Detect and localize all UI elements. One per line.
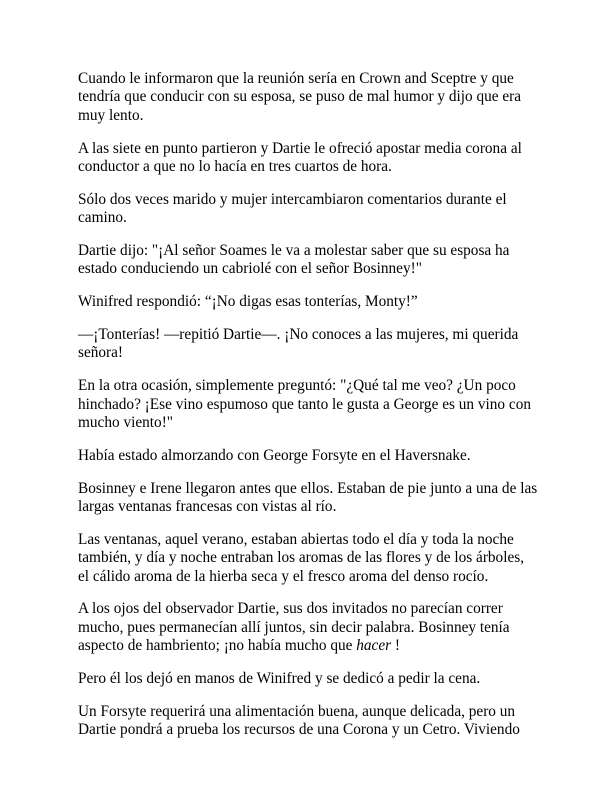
paragraph-3: Sólo dos veces marido y mujer intercambiaron comentarios durante el camino.	[78, 190, 507, 227]
paragraph-2: A las siete en punto partieron y Dartie le ofreció apostar media corona al conductor a que no lo hacía en tres cuartos de hora.	[78, 139, 522, 176]
paragraph-4: Dartie dijo: "¡Al señor Soames le va a molestar saber que su esposa ha estado conduciendo un cabriolé con el señor Bosinney!"	[78, 242, 510, 278]
paragraph-11-end: !	[391, 637, 400, 655]
paragraph-9: Bosinney e Irene llegaron antes que ellos. Estaban de pie junto a una de las largas ventanas francesas con vistas al río.	[78, 479, 538, 516]
paragraph-8: Había estado almorzando con George Forsyte en el Haversnake.	[78, 446, 471, 464]
paragraph-6: —¡Tonterías! —repitió Dartie—. ¡No conoces a las mujeres, mi querida señora!	[78, 326, 519, 362]
paragraph-1: Cuando le informaron que la reunión sería en Crown and Sceptre y que tendría que conducir con su esposa, se puso de mal humor y dijo que era muy lento.	[78, 70, 522, 124]
paragraph-11	[78, 600, 538, 655]
paragraph-7: En la otra ocasión, simplemente preguntó: "¿Qué tal me veo? ¿Un poco hinchado? ¡Ese vino espumoso que tanto le gusta a George es un vino con mucho viento!"	[78, 377, 531, 432]
body-text	[78, 70, 538, 754]
paragraph-11-emphasis: hacer	[356, 637, 392, 655]
paragraph-10: Las ventanas, aquel verano, estaban abiertas todo el día y toda la noche también, y día y noche entraban los aromas de las flores y de los árboles, el cálido aroma de la hierba seca y el fresco aroma del denso rocío.	[78, 530, 525, 585]
paragraph-13: Un Forsyte requerirá una alimentación buena, aunque delicada, pero un Dartie pondrá a prueba los recursos de una Corona y un Cetro. Viviendo	[78, 702, 520, 739]
paragraph-5: Winifred respondió: “¡No digas esas tonterías, Monty!”	[78, 293, 418, 311]
paragraph-11-text: A los ojos del observador Dartie, sus dos invitados no parecían correr mucho, pues permanecían allí juntos, sin decir palabra. Bosinney tenía aspecto de hambriento; ¡no había mucho que	[78, 600, 510, 655]
paragraph-12: Pero él los dejó en manos de Winifred y se dedicó a pedir la cena.	[78, 670, 481, 688]
